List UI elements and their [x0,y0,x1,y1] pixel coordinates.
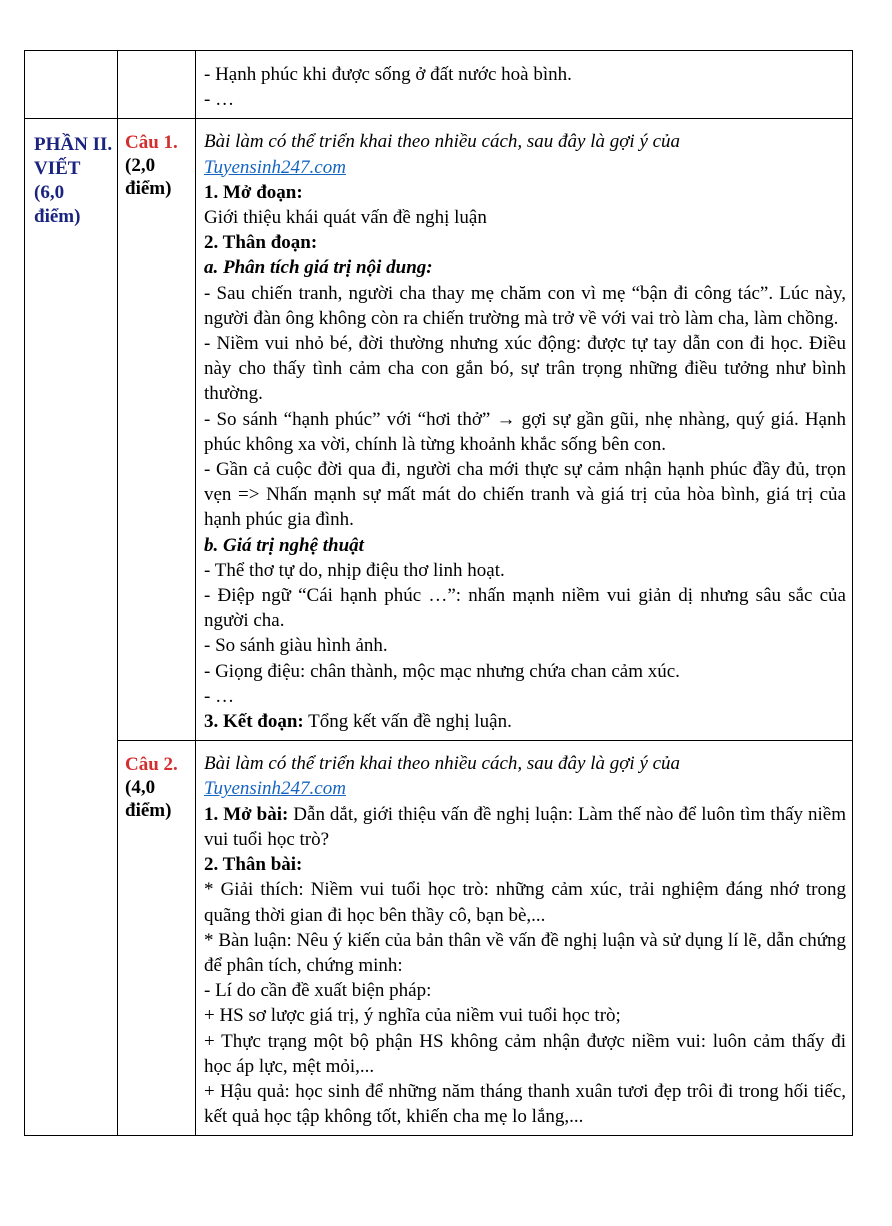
section-heading: 1. Mở đoạn: [204,181,303,203]
subsection-heading: a. Phân tích giá trị nội dung: [204,257,433,279]
content-cell [196,741,853,1136]
content-cell [196,51,853,119]
text-line: - Giọng điệu: chân thành, mộc mạc nhưng chứa chan cảm xúc. [204,660,680,682]
subsection-heading: b. Giá trị nghệ thuật [204,534,364,556]
text-line: + HS sơ lược giá trị, ý nghĩa của niềm vui tuổi học trò; [204,1005,621,1027]
empty-cell [25,51,118,119]
section-heading: 2. Thân bài: [204,854,303,876]
question-number: Câu 2. [125,754,178,776]
question-points: (2,0 điểm) [125,155,172,200]
text-line: * Giải thích: Niềm vui tuổi học trò: những cảm xúc, trải nghiệm đáng nhớ trong quãng thời gian đi học bên thầy cô, bạn bè,... [204,879,846,926]
section-heading: 2. Thân đoạn: [204,232,318,254]
text-line: - So sánh “hạnh phúc” với “hơi thở” → gợi sự gần gũi, nhẹ nhàng, quý giá. Hạnh phúc không xa vời, chính là từng khoảnh khắc sống bên con. [204,408,846,455]
section-heading: 1. Mở bài: [204,803,289,825]
intro-text: Bài làm có thể triển khai theo nhiều cách, sau đây là gợi ý của [204,753,681,775]
question-number: Câu 1. [125,132,178,154]
text-line: - … [204,685,235,707]
table-row [25,119,853,741]
text-line: - Điệp ngữ “Cái hạnh phúc …”: nhấn mạnh niềm vui giản dị nhưng sâu sắc của người cha. [204,585,846,632]
table-row [25,741,853,1136]
text-line: - So sánh giàu hình ảnh. [204,635,388,657]
text-line: + Hậu quả: học sinh để những năm tháng thanh xuân tươi đẹp trôi đi trong hối tiếc, kết quả học tập không tốt, khiến cha mẹ lo lắng,... [204,1080,846,1128]
part-title: PHẦN II. VIẾT (6,0 điểm) [34,134,113,228]
text-line: * Bàn luận: Nêu ý kiến của bản thân về vấn đề nghị luận và sử dụng lí lẽ, dẫn chứng để phân tích, chứng minh: [204,929,846,976]
text-line: - … [204,89,235,111]
text-line: - Lí do cần đề xuất biện pháp: [204,980,432,1002]
text-line: - Sau chiến tranh, người cha thay mẹ chăm con vì mẹ “bận đi công tác”. Lúc này, người đàn ông không còn ra chiến trường mà trở về với vai trò làm cha, làm chồng. [204,282,846,329]
table-row [25,51,853,119]
source-link[interactable]: Tuyensinh247.com [204,778,346,800]
text-line: Tổng kết vấn đề nghị luận. [303,711,512,733]
text-line: - Gần cả cuộc đời qua đi, người cha mới thực sự cảm nhận hạnh phúc đầy đủ, trọn vẹn => Nhấn mạnh sự mất mát do chiến tranh và giá trị của hòa bình, giá trị của hạnh phúc gia đình. [204,459,846,531]
text-line: + Thực trạng một bộ phận HS không cảm nhận được niềm vui: luôn cảm thấy đi học áp lực, mệt mỏi,... [204,1030,846,1077]
content-cell [196,119,853,741]
text-line: Giới thiệu khái quát vấn đề nghị luận [204,207,487,229]
source-link[interactable]: Tuyensinh247.com [204,156,346,178]
empty-cell [118,51,196,119]
text-line: Dẫn dắt, giới thiệu vấn đề nghị luận: Làm thế nào để luôn tìm thấy niềm vui tuổi học trò? [204,803,846,850]
question-points: (4,0 điểm) [125,777,172,822]
text-line: - Hạnh phúc khi được sống ở đất nước hoà bình. [204,64,572,85]
question-cell [118,119,196,741]
text-line: - Thể thơ tự do, nhịp điệu thơ linh hoạt. [204,559,505,581]
answer-table [24,50,853,1136]
text-line: - Niềm vui nhỏ bé, đời thường nhưng xúc động: được tự tay dẫn con đi học. Điều này cho thấy tình cảm cha con gắn bó, sự trân trọng những điều tưởng như bình thường. [204,333,846,405]
question-cell [118,741,196,1136]
answer-table-container [24,50,852,1136]
part-cell [25,119,118,1136]
section-heading: 3. Kết đoạn: [204,711,304,733]
intro-text: Bài làm có thể triển khai theo nhiều cách, sau đây là gợi ý của [204,131,681,153]
